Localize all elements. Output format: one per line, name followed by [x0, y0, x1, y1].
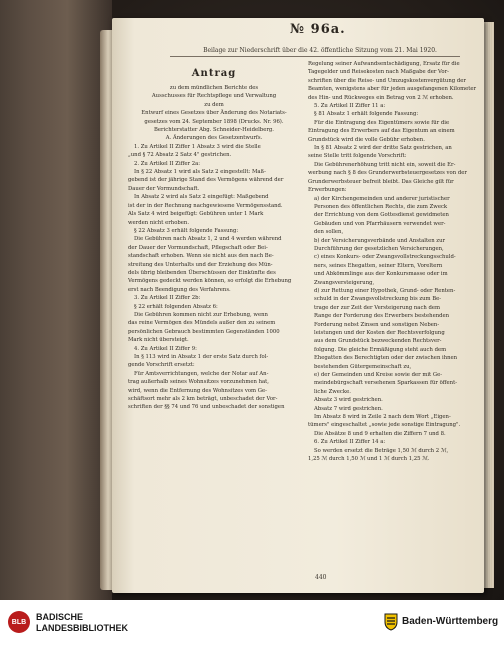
text-line: 6. Zu Artikel II Ziffer 14 a:: [314, 439, 386, 446]
text-line: den sollen,: [314, 229, 344, 236]
text-line: des Hin- und Rückweges ein Betrag von 2 ℳ erhoben.: [308, 94, 454, 101]
text-line: Die Gebührenerhöhung tritt nicht ein, soweit die Er-: [314, 161, 456, 168]
coat-of-arms-icon[interactable]: [384, 613, 398, 631]
blb-logo[interactable]: [8, 611, 30, 633]
text-line: Für Amtsverrichtungen, welche der Notar auf An-: [134, 370, 269, 377]
document-number: № 96a.: [290, 22, 346, 37]
text-line: seine Stelle tritt folgende Vorschrift:: [308, 153, 407, 160]
text-line: Beamten, wenigstens aber für jeden ausgefangenen Kilometer: [308, 86, 477, 93]
text-line: werden nicht erhoben.: [128, 219, 190, 226]
document-subtitle: Beilage zur Niederschrift über die 42. öffentliche Sitzung vom 21. Mai 1920.: [203, 47, 437, 54]
blb-logo-text: BLB: [11, 618, 27, 626]
text-line: dels übrig bleibenden Überschüssen der Einkünfte des: [128, 269, 276, 276]
text-line: Personen des öffentlichen Rechts, die zum Zweck: [314, 203, 448, 210]
text-line: trag außerhalb seines Wohnsitzes vorzunehmen hat,: [128, 379, 269, 386]
text-line: 4. Zu Artikel II Ziffer 9:: [134, 345, 197, 352]
text-line: Als Satz 4 wird beigefügt: Gebühren unter 1 Mark: [128, 211, 264, 218]
text-line: bestehenden Gütergemeinschaft zu,: [314, 363, 412, 370]
text-line: tümers" eingeschaltet „sowie jede sonstige Eintragung".: [308, 422, 461, 429]
text-line: So werden ersetzt die Beträge 1,50 ℳ durch 2 ℳ,: [314, 447, 449, 454]
text-line: Im Absatz 8 wird in Zeile 2 nach dem Wort „Eigen-: [314, 414, 451, 421]
text-line: schriften der §§ 74 und 76 und unbeschadet der sonstigen: [128, 404, 285, 411]
text-line: schäftsort mehr als 2 km beträgt, unbeschadet der Vor-: [128, 396, 278, 403]
text-line: Mark nicht übersteigt.: [128, 337, 189, 344]
text-line: standschaft erhoben. Wenn sie nicht aus den nach Be-: [128, 253, 274, 260]
text-line: gesetzes vom 24. September 1898 (Drucks. Nr. 96).: [144, 118, 284, 125]
book-spine: [0, 0, 112, 600]
text-line: gebend ist der jährige Stand des Vermögens während der: [128, 177, 284, 184]
text-line: zu dem: [204, 101, 224, 108]
text-line: leistungen und der Kosten der Rechtsverfolgung: [314, 330, 445, 336]
text-line: A. Änderungen des Gesetzentwurfs.: [165, 135, 263, 142]
text-line: In § 113 wird in Absatz 1 der erste Satz durch fol-: [134, 354, 269, 360]
text-line: Grundstück wird die volle Gebühr erhoben.: [308, 136, 425, 143]
text-line: ist der in der Rechnung nachgewiesene Vermögensstand.: [128, 202, 283, 209]
text-line: Gebäuden und von Pfarrhäusern verwendet wer-: [314, 220, 446, 227]
text-line: schuld in der Zwangsvollstreckung bis zum Be-: [314, 296, 442, 303]
text-line: trage der zur Zeit der Versteigerung nach dem: [314, 304, 441, 311]
text-line: Erwerbungen:: [308, 187, 347, 194]
text-line: der Errichtung von dem Gottesdienst gewidmeten: [314, 212, 449, 219]
text-line: Grunderwerbsteuer befreit bleibt. Das Gleiche gilt für: [308, 178, 454, 185]
state-name: Baden-Württemberg: [402, 616, 499, 627]
text-line: meindebürgschaft versehenen Sparkassen für öffent-: [314, 380, 457, 387]
text-line: streitung des Unterhalts und der Erziehung des Mün-: [128, 261, 273, 268]
text-line: Die Absätze 8 und 9 erhalten die Ziffern 7 und 8.: [314, 430, 446, 437]
text-line: „und § 72 Absatz 2 Satz 4" gestrichen.: [128, 152, 232, 159]
text-line: Ausschusses für Rechtspflege und Verwaltung: [151, 93, 277, 100]
text-line: zu dem mündlichen Berichte des: [169, 85, 259, 91]
text-line: Die Gebühren nach Absatz 1, 2 und 4 werden während: [134, 236, 282, 243]
text-line: Range der Forderung des Erwerbers bestehenden: [314, 313, 450, 320]
text-line: und Abkömmlinge aus der Konkursmasse oder im: [314, 271, 448, 278]
left-text-column: [128, 60, 300, 412]
section-title: Antrag: [191, 68, 237, 79]
text-line: Entwurf eines Gesetzes über Änderung des Notariats-: [141, 110, 287, 117]
library-name-line1: BADISCHE: [36, 612, 84, 622]
text-line: Zwangsversteigerung,: [314, 279, 375, 286]
text-line: § 22 erhält folgenden Absatz 6:: [134, 303, 218, 310]
text-line: folgung. Die gleiche Ermäßigung steht auch dem: [314, 346, 447, 353]
text-line: das reine Vermögen des Mündels außer den zu seinem: [128, 320, 276, 327]
text-line: 5. Zu Artikel II Ziffer 11 a:: [314, 103, 386, 110]
text-line: 1,25 ℳ durch 1,50 ℳ und 1 ℳ durch 1,25 ℳ.: [308, 456, 430, 463]
text-line: Eintragung des Erwerbers auf das Eigentum an einem: [308, 128, 455, 135]
text-line: In § 22 Absatz 1 wird als Satz 2 eingestellt: Maß-: [134, 169, 266, 176]
text-line: Durchführung der gesetzlichen Versicherungen,: [314, 245, 444, 252]
text-line: aus dem Grundstück bezweckenden Rechtsver-: [314, 338, 442, 345]
text-line: Für die Eintragung des Eigentümers sowie für die: [314, 119, 450, 126]
text-line: Die Gebühren kommen nicht zur Erhebung, wenn: [134, 311, 268, 318]
text-line: Vermögens gedeckt werden können, so erfolgt die Erhebung: [128, 278, 292, 285]
right-text-column: [308, 60, 480, 464]
text-line: Absatz 7 wird gestrichen.: [314, 405, 383, 412]
text-line: persönlichen Gebrauch bestimmten Gegenständen 1000: [128, 328, 280, 335]
text-line: § 22 Absatz 3 erhält folgende Fassung:: [134, 227, 239, 234]
text-line: Berichterstatter Abg. Schneider-Heidelberg.: [154, 127, 274, 134]
text-line: der Dauer der Vormundschaft, Pflegschaft oder Bei-: [128, 244, 268, 251]
text-line: Dauer der Vormundschaft.: [128, 185, 200, 192]
text-line: 3. Zu Artikel II Ziffer 2b:: [134, 295, 201, 302]
text-line: 1. Zu Artikel II Ziffer 1 Absatz 3 wird die Stelle: [134, 143, 261, 150]
text-line: Ehegatten des Berechtigten oder der zwischen ihnen: [314, 355, 458, 362]
text-line: erst nach Beendigung des Verfahrens.: [128, 286, 231, 293]
page-stack-edge: [484, 22, 494, 588]
text-line: b) der Versicherungsverbände und Anstalten zur: [314, 237, 446, 244]
text-line: c) eines Konkurs- oder Zwangsvollstreckungsschuld-: [314, 254, 456, 261]
text-line: e) der Gemeinden und Kreise sowie der mit Ge-: [314, 372, 443, 379]
text-line: Regelung seiner Aufwandsentschädigung, Ersatz für die: [308, 61, 460, 67]
text-line: § 81 Absatz 1 erhält folgende Fassung:: [314, 111, 419, 118]
library-name-line2: LANDESBIBLIOTHEK: [36, 623, 128, 633]
page-number: 440: [315, 574, 327, 581]
text-line: d) zur Rettung einer Hypothek, Grund- oder Renten-: [314, 287, 456, 294]
text-line: werbung nach § 8 des Grunderwerbsteuergesetzes von der: [308, 170, 467, 177]
text-line: Absatz 3 wird gestrichen.: [314, 397, 383, 404]
text-line: liche Zwecke.: [314, 388, 351, 395]
text-line: 2. Zu Artikel II Ziffer 2a:: [134, 160, 201, 167]
text-line: wird, wenn die Entfernung des Wohnsitzes vom Ge-: [128, 387, 267, 394]
text-line: In Absatz 2 wird als Satz 2 eingefügt: Maßgebend: [134, 194, 269, 201]
text-line: ners, seines Ehegatten, seiner Eltern, Voreltern: [314, 262, 443, 269]
text-line: Tagegelder und Reisekosten nach Maßgabe der Vor-: [308, 69, 449, 76]
text-line: schriften über die Reise- und Umzugskostenvergütung der: [308, 77, 466, 84]
library-name: [36, 612, 128, 634]
header-rule: [170, 56, 460, 57]
text-line: In § 81 Absatz 2 wird der dritte Satz gestrichen, an: [314, 145, 452, 152]
footer-bar: [0, 600, 504, 645]
text-line: a) der Kirchengemeinden und anderer juristischer: [314, 195, 450, 202]
text-line: gende Vorschrift ersetzt:: [128, 362, 195, 369]
text-line: Forderung nebst Zinsen und sonstigen Neben-: [314, 321, 440, 328]
